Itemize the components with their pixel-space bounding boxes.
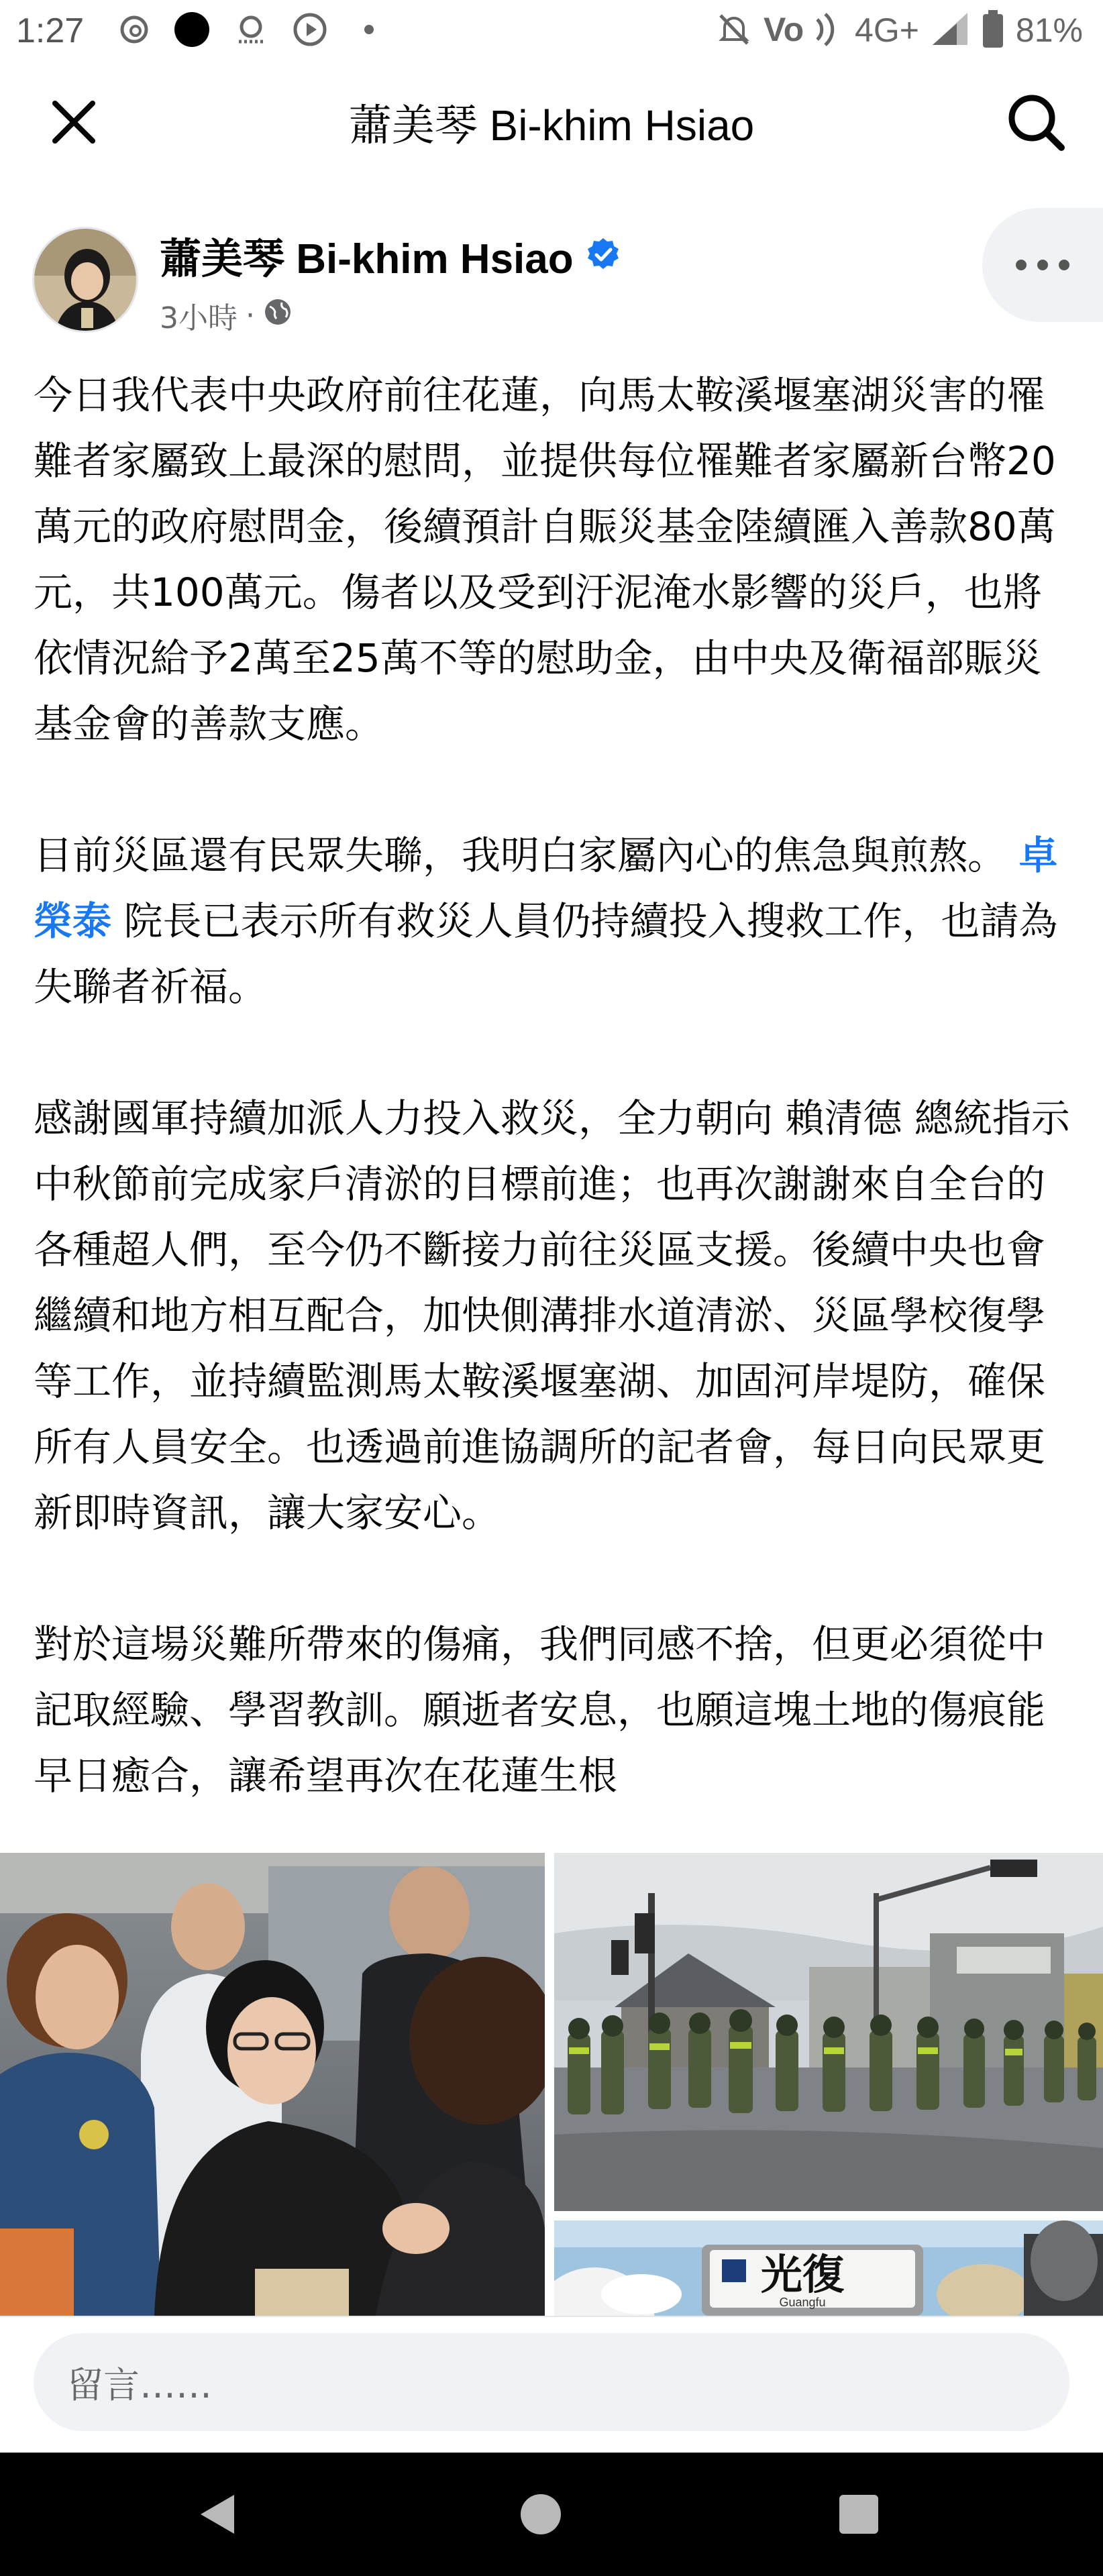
recents-icon xyxy=(835,2491,882,2538)
author-row xyxy=(160,225,621,285)
verified-badge-icon xyxy=(586,237,621,274)
back-button[interactable] xyxy=(185,2487,252,2541)
meta-separator: · xyxy=(246,298,255,333)
post-header xyxy=(0,208,1103,349)
dot-icon xyxy=(356,9,382,50)
voicemail-icon xyxy=(231,9,271,50)
paragraph-text: 目前災區還有民眾失聯，我明白家屬內心的焦急與煎熬。 xyxy=(34,833,1019,878)
more-options-button[interactable] xyxy=(982,208,1103,322)
recents-button[interactable] xyxy=(825,2487,892,2541)
search-button[interactable] xyxy=(1002,89,1069,156)
play-icon xyxy=(290,9,330,50)
volte-icon xyxy=(764,10,844,51)
home-icon xyxy=(517,2491,564,2538)
threads-icon xyxy=(114,9,154,50)
more-dot-icon xyxy=(1037,260,1048,270)
back-icon xyxy=(195,2491,242,2538)
search-icon xyxy=(1004,90,1068,154)
mute-icon xyxy=(715,10,753,51)
battery-icon xyxy=(981,9,1005,52)
status-right xyxy=(715,7,1083,54)
station-sign-subtext: Guangfu xyxy=(779,2296,826,2309)
photo-visit-families[interactable] xyxy=(0,1853,545,2316)
battery-percent: 81% xyxy=(1015,11,1083,49)
svg-text:Vo: Vo xyxy=(764,10,804,48)
post-paragraph: 感謝國軍持續加派人力投入救災，全力朝向 賴清德 總統指示中秋節前完成家戶清淤的目標前進；也再次謝謝來自全台的各種超人們，至今仍不斷接力前往災區支援。後續中央也會繼續和地方相互配合，加快側溝排水道清淤、災區學校復學等工作，並持續監測馬太鞍溪堰塞湖、加固河岸堤防，確保所有人員安全。也透過前進協調所的記者會，每日向民眾更新即時資訊，讓大家安心。 xyxy=(34,1095,1070,1536)
post-time[interactable]: 3小時 xyxy=(160,301,238,335)
more-dot-icon xyxy=(1016,260,1027,270)
system-nav-bar xyxy=(0,2453,1103,2576)
mention-link[interactable]: 卓榮泰 xyxy=(34,833,1058,944)
record-dot-icon xyxy=(172,9,212,50)
more-dot-icon xyxy=(1059,260,1069,270)
post-body xyxy=(34,362,1080,1809)
post-paragraph: 今日我代表中央政府前往花蓮，向馬太鞍溪堰塞湖災害的罹難者家屬致上最深的慰問，並提供每位罹難者家屬新台幣20萬元的政府慰問金，後續預計自賑災基金陸續匯入善款80萬元，共100萬元。傷者以及受到汙泥淹水影響的災戶，也將依情況給予2萬至25萬不等的慰助金，由中央及衛福部賑災基金會的善款支應。 xyxy=(34,372,1056,747)
photo-grid xyxy=(0,1853,1103,2316)
author-name[interactable]: 蕭美琴 Bi-khim Hsiao xyxy=(160,236,574,282)
paragraph-text: 院長已表示所有救災人員仍持續投入搜救工作，也請為失聯者祈福。 xyxy=(34,898,1058,1010)
post-meta xyxy=(160,294,293,337)
post-paragraph: 對於這場災難所帶來的傷痛，我們同感不捨，但更必須從中記取經驗、學習教訓。願逝者安息，也願這塊土地的傷痕能早日癒合，讓希望再次在花蓮生根 xyxy=(34,1621,1046,1799)
photo-guangfu-station[interactable] xyxy=(554,2220,1103,2316)
home-button[interactable] xyxy=(507,2487,574,2541)
signal-icon xyxy=(930,10,970,51)
comment-bar xyxy=(0,2316,1103,2450)
status-time: 1:27 xyxy=(16,11,85,50)
network-type: 4G+ xyxy=(855,11,919,49)
comment-input[interactable]: 留言…… xyxy=(34,2333,1069,2431)
avatar[interactable] xyxy=(32,227,138,333)
station-sign-text: 光復 xyxy=(760,2250,845,2299)
globe-icon xyxy=(263,297,293,334)
status-bar xyxy=(0,0,1103,62)
page-title: 蕭美琴 Bi-khim Hsiao xyxy=(348,101,755,150)
app-header xyxy=(0,62,1103,182)
post-paragraph xyxy=(34,822,1080,1020)
photo-soldiers-marching[interactable] xyxy=(554,1853,1103,2211)
